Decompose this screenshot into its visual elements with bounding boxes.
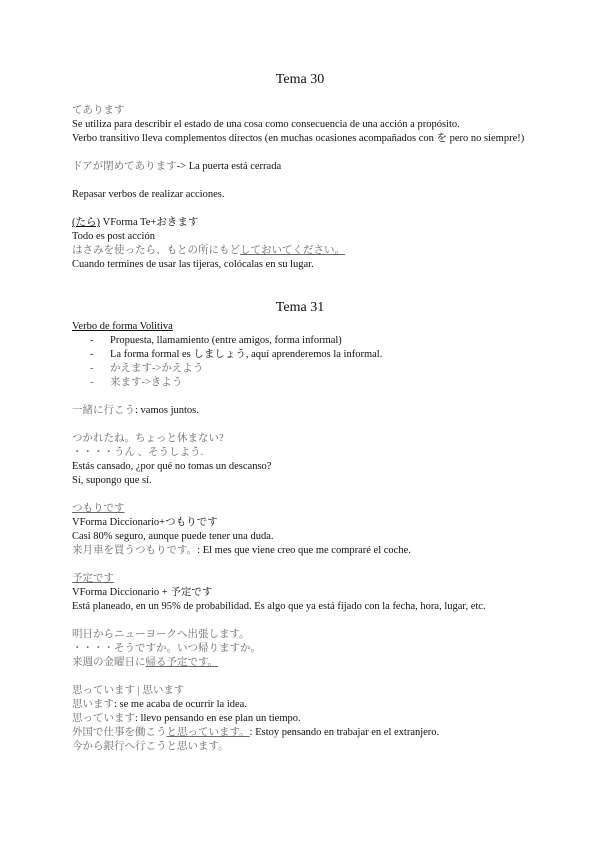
tema30-subheading bbox=[72, 216, 542, 230]
omou-example-2-es: : llevo pensando en ese plan un tiempo. bbox=[135, 713, 301, 724]
omou-example-3-es: : Estoy pensando en trabajar en el extranjero. bbox=[249, 727, 440, 738]
omou-example-4: 今から銀行へ行こうと思います。 bbox=[72, 741, 229, 752]
omou-heading: 思っています | 思います bbox=[72, 685, 185, 696]
omou-example-1 bbox=[72, 698, 542, 712]
tema30-example2-jp bbox=[72, 244, 542, 258]
tema30-example2-es: Cuando termines de usar las tijeras, colócalas en su lugar. bbox=[72, 259, 314, 270]
omou-example-2 bbox=[72, 712, 542, 726]
dialog-line-2: ・・・・うん 、そうしよう. bbox=[72, 447, 204, 458]
volitiva-heading: Verbo de forma Volitiva bbox=[72, 321, 173, 332]
issho-example bbox=[72, 404, 542, 418]
tema31-title: Tema 31 bbox=[275, 300, 325, 315]
tema30-subheading-tara: (たら) bbox=[72, 217, 100, 228]
tsumori-rule: VForma Diccionario+つもりです bbox=[72, 517, 218, 528]
omou-example-3 bbox=[72, 726, 542, 740]
omou-example-3-jp-b: と思っています。 bbox=[166, 727, 250, 738]
omou-example-1-es: : se me acaba de ocurrir la idea. bbox=[114, 699, 247, 710]
tema30-example2-jp-a: はさみを使ったら、もとの所にもど bbox=[72, 245, 240, 256]
omou-example-3-jp-a: 外国で仕事を働こう bbox=[72, 727, 167, 738]
issho-example-es: : vamos juntos. bbox=[135, 405, 199, 416]
tema30-note: Repasar verbos de realizar acciones. bbox=[72, 189, 225, 200]
tema30-todo: Todo es post acción bbox=[72, 231, 155, 242]
tsumori-example bbox=[72, 544, 542, 558]
document-page: Tema 30 てあります Se utiliza para describir el estado de una cosa como consecuencia de una acción a propósito. Verbo transitivo lleva complementos directos (en muchas ocasiones acompañados con を pero no siempre!) ドアが閉めてあります-> La puerta está cerrada Repasar verbos de realizar acciones. (たら) VForma Te+おきます Todo es post acción はさみを使ったら、もとの所にもどしておいてください。 Cuando termines de usar las tijeras, colócalas en su lugar. Tema 31 Verbo de forma Volitiva - Propuesta, llamamiento (entre amigos, forma informal) - La forma formal es しましょう, aquí aprenderemos la informal. - かえます->かえよう - 来ます->きよう 一緒に行こう: vamos juntos. つかれたね。ちょっと休まない? ・・・・うん 、そうしよう. Estás cansado, ¿por qué no tomas un descanso? Sí, supongo que sí. つもりです VForma Diccionario+つもりです Casi 80% seguro, aunque puede tener una duda. 来月車を買うつもりです。: El mes que viene creo que me compraré el coche. 予定です VForma Diccionario + 予定です Está planeado, en un 95% de probabilidad. Es algo que ya está fijado con la fecha, hora, lugar, etc. 明日からニューヨークへ出張します。 ・・・・そうですか。いつ帰りますか。 来週の金曜日に帰る予定です。 思っています | 思います 思います: se me acaba de ocurrir la idea. 思っています: llevo pensando en ese plan un tiempo. 外国で仕事を働こうと思っています。: Estoy pensando en trabajar en el extranjero. 今から銀行へ行こうと思います。 bbox=[0, 0, 600, 848]
tema30-paragraph-2: Verbo transitivo lleva complementos directos (en muchas ocasiones acompañados con を pero no siempre!) bbox=[72, 133, 525, 144]
dialog-line-4: Sí, supongo que sí. bbox=[72, 475, 152, 486]
yotei-rule: VForma Diccionario + 予定です bbox=[72, 587, 213, 598]
tema30-example-line bbox=[72, 160, 542, 174]
tema30-title: Tema 30 bbox=[275, 72, 325, 87]
omou-example-2-jp: 思っています bbox=[72, 713, 135, 724]
dialog-line-1: つかれたね。ちょっと休まない? bbox=[72, 433, 224, 444]
tsumori-example-jp: 来月車を買うつもりです。 bbox=[72, 545, 198, 556]
tsumori-heading: つもりです bbox=[72, 503, 125, 514]
tema30-example-es: -> La puerta está cerrada bbox=[176, 161, 282, 172]
volitiva-bullet-text: Propuesta, llamamiento (entre amigos, forma informal) bbox=[110, 335, 342, 346]
tema30-paragraph-1: Se utiliza para describir el estado de una cosa como consecuencia de una acción a propósito. bbox=[72, 119, 460, 130]
yotei-example-3-b: 帰る予定です。 bbox=[145, 657, 219, 668]
omou-example-1-jp: 思います bbox=[72, 699, 114, 710]
volitiva-bullet-text: 来ます->きよう bbox=[110, 377, 183, 388]
yotei-heading: 予定です bbox=[72, 573, 114, 584]
yotei-example-2: ・・・・そうですか。いつ帰りますか。 bbox=[72, 643, 261, 654]
dialog-line-3: Estás cansado, ¿por qué no tomas un descanso? bbox=[72, 461, 272, 472]
yotei-example-3 bbox=[72, 656, 542, 670]
volitiva-bullet-text: La forma formal es しましょう, aquí aprenderemos la informal. bbox=[110, 349, 383, 360]
volitiva-bullet-text: かえます->かえよう bbox=[110, 363, 204, 374]
tsumori-example-es: : El mes que viene creo que me compraré el coche. bbox=[197, 545, 411, 556]
tema30-heading: てあります bbox=[72, 105, 125, 116]
tema30-example2-jp-b: しておいてください。 bbox=[240, 245, 345, 256]
yotei-example-3-a: 来週の金曜日に bbox=[72, 657, 146, 668]
yotei-description: Está planeado, en un 95% de probabilidad. Es algo que ya está fijado con la fecha, hora, lugar, etc. bbox=[72, 601, 486, 612]
tsumori-description: Casi 80% seguro, aunque puede tener una duda. bbox=[72, 531, 274, 542]
yotei-example-1: 明日からニューヨークへ出張します。 bbox=[72, 629, 250, 640]
tema30-example-jp: ドアが閉めてあります bbox=[72, 161, 177, 172]
tema30-subheading-rule: VForma Te+おきます bbox=[100, 217, 199, 228]
issho-example-jp: 一緒に行こう bbox=[72, 405, 135, 416]
